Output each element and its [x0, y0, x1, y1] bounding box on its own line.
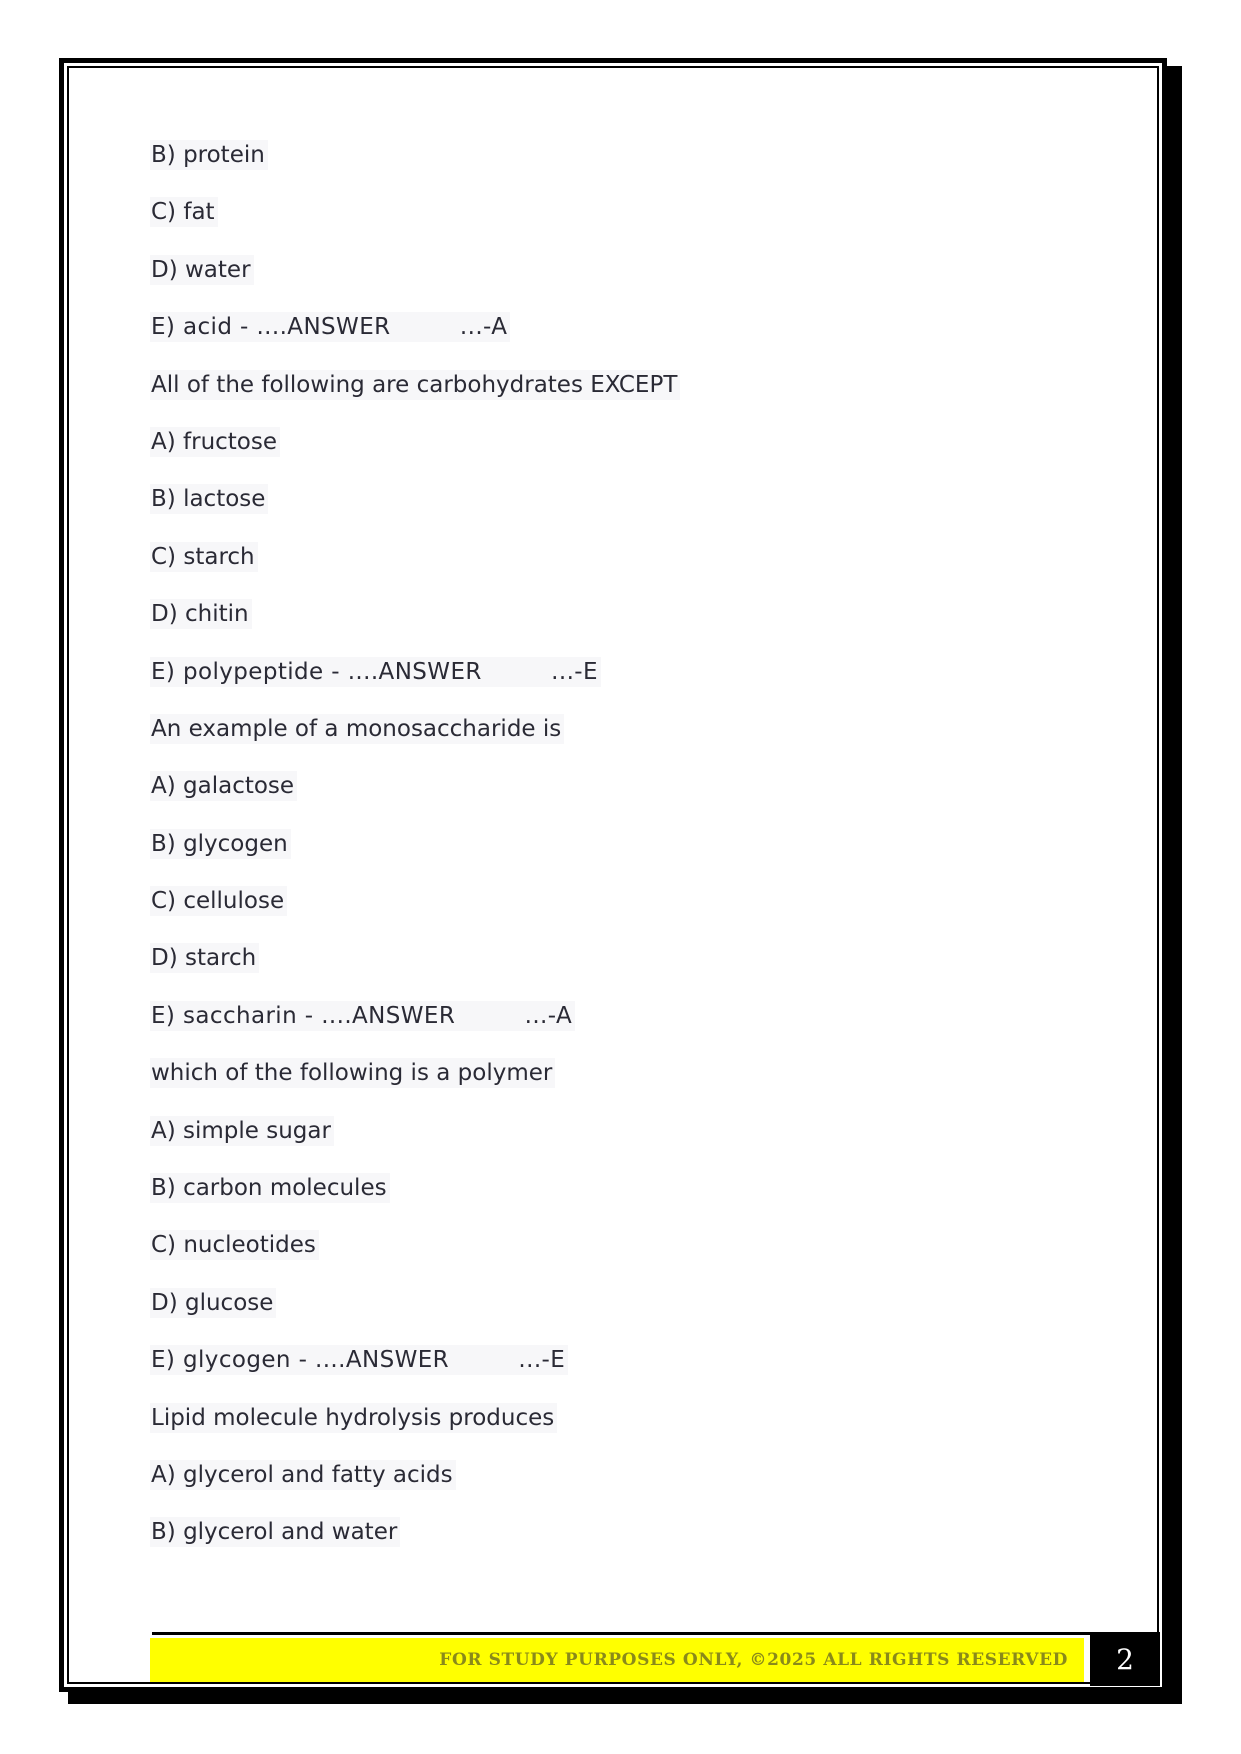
text-line	[150, 1230, 1050, 1287]
footer-notice: FOR STUDY PURPOSES ONLY, ©2025 ALL RIGHTS RESERVED	[439, 1650, 1068, 1670]
text-line	[150, 829, 1050, 886]
page-number: 2	[1116, 1642, 1134, 1676]
line-text: D) chitin	[150, 599, 252, 629]
line-text: C) fat	[150, 197, 218, 227]
text-line	[150, 771, 1050, 828]
text-line	[150, 197, 1050, 254]
text-line	[150, 1058, 1050, 1115]
line-text: B) lactose	[150, 484, 268, 514]
line-text: E) saccharin - ....ANSWER ...-A	[150, 1001, 575, 1031]
text-line	[150, 943, 1050, 1000]
text-line	[150, 370, 1050, 427]
line-text: B) protein	[150, 140, 268, 170]
line-text: C) nucleotides	[150, 1230, 319, 1260]
text-line	[150, 542, 1050, 599]
text-line	[150, 140, 1050, 197]
answer-line	[150, 657, 1050, 714]
line-text: A) glycerol and fatty acids	[150, 1460, 456, 1490]
text-line	[150, 1116, 1050, 1173]
answer-line	[150, 1001, 1050, 1058]
text-line	[150, 484, 1050, 541]
answer-line	[150, 312, 1050, 369]
line-text: C) cellulose	[150, 886, 287, 916]
line-text: which of the following is a polymer	[150, 1058, 555, 1088]
line-text: B) glycogen	[150, 829, 291, 859]
line-text: A) fructose	[150, 427, 280, 457]
line-text: A) galactose	[150, 771, 297, 801]
line-text: E) polypeptide - ....ANSWER ...-E	[150, 657, 601, 687]
text-line	[150, 1288, 1050, 1345]
line-text: D) starch	[150, 943, 259, 973]
line-text: A) simple sugar	[150, 1116, 334, 1146]
text-line	[150, 714, 1050, 771]
answer-line	[150, 1345, 1050, 1402]
question-list	[150, 140, 1050, 1575]
line-text: D) glucose	[150, 1288, 276, 1318]
footer-bar	[150, 1638, 1084, 1682]
text-line	[150, 427, 1050, 484]
page-number-box	[1090, 1632, 1160, 1686]
line-text: B) glycerol and water	[150, 1517, 400, 1547]
line-text: An example of a monosaccharide is	[150, 714, 564, 744]
line-text: D) water	[150, 255, 254, 285]
line-text: C) starch	[150, 542, 258, 572]
text-line	[150, 1517, 1050, 1574]
footer-divider	[152, 1632, 1092, 1635]
text-line	[150, 886, 1050, 943]
line-text: All of the following are carbohydrates EXCEPT	[150, 370, 680, 400]
text-line	[150, 1403, 1050, 1460]
text-line	[150, 599, 1050, 656]
text-line	[150, 1460, 1050, 1517]
text-line	[150, 255, 1050, 312]
line-text: Lipid molecule hydrolysis produces	[150, 1403, 557, 1433]
line-text: E) acid - ....ANSWER ...-A	[150, 312, 510, 342]
line-text: B) carbon molecules	[150, 1173, 390, 1203]
text-line	[150, 1173, 1050, 1230]
line-text: E) glycogen - ....ANSWER ...-E	[150, 1345, 568, 1375]
